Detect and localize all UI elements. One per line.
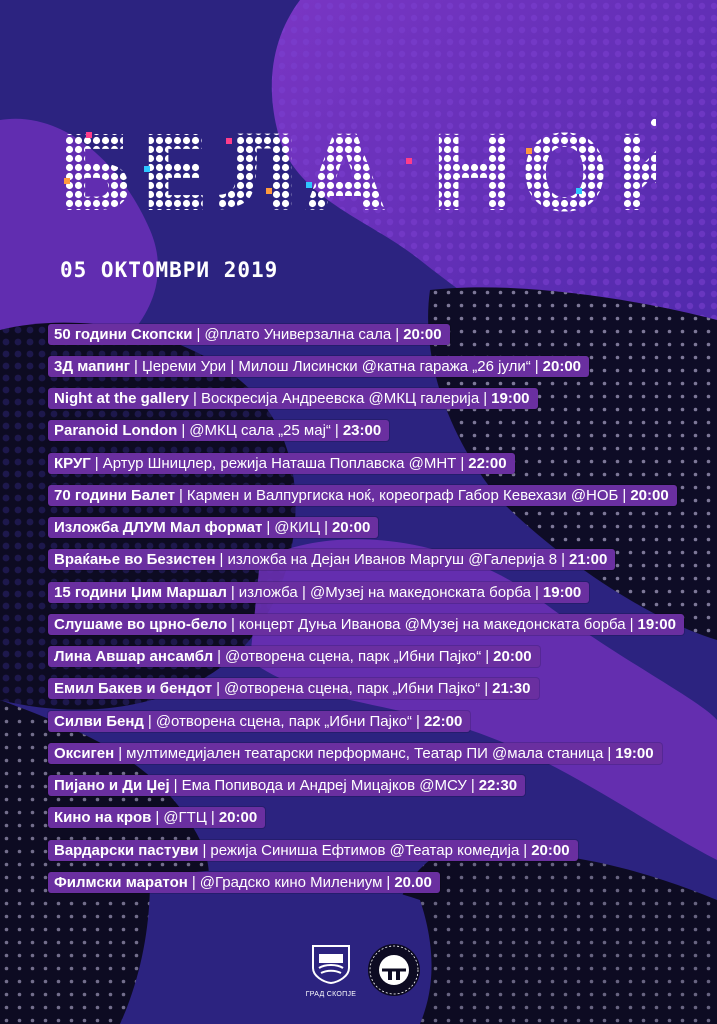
event-name: Филмски маратон [54, 873, 188, 891]
event-name: КРУГ [54, 454, 91, 472]
event-time: 20.00 [394, 873, 432, 891]
event-details: Воскресија Андреевска @МКЦ галерија [200, 390, 480, 408]
event-time: 23:00 [342, 422, 382, 440]
event-details: мултимедијален театарски перформанс, Театар ПИ @мала станица [126, 744, 604, 762]
event-pill [48, 356, 589, 377]
separator: | [460, 454, 465, 472]
event-name: Силви Бенд [54, 712, 144, 730]
event-details: Кармен и Валпургиска ноќ, кореограф Габор Кевехази @НОБ [186, 486, 619, 504]
event-name: Вардарски пастуви [54, 841, 199, 859]
separator: | [147, 712, 152, 730]
separator: | [622, 486, 627, 504]
event-time: 22:00 [468, 454, 507, 472]
event-details: режија Синиша Ефтимов @Театар комедија [210, 841, 520, 859]
event-time: 20:00 [331, 519, 371, 537]
event-title [56, 118, 656, 228]
event-pill [48, 840, 578, 861]
event-name: Кино на кров [54, 809, 152, 827]
separator: | [217, 648, 222, 666]
event-details: @отворена сцена, парк „Ибни Пајко“ [155, 712, 413, 730]
event-details: @плато Универзална сала [204, 325, 392, 343]
separator: | [155, 809, 160, 827]
event-pill [48, 872, 440, 893]
separator: | [266, 519, 271, 537]
event-name: Пијано и Ди Џеј [54, 777, 170, 795]
event-pill [48, 807, 265, 828]
schedule-row [48, 576, 708, 608]
event-pill [48, 743, 662, 764]
event-pill [48, 646, 540, 667]
schedule-row [48, 544, 708, 576]
event-pill [48, 775, 525, 796]
separator: | [470, 777, 475, 795]
event-time: 19:00 [491, 390, 530, 408]
event-pill [48, 420, 389, 441]
event-name: Слушаме во црно-бело [54, 615, 228, 633]
separator: | [483, 390, 488, 408]
event-details: @МКЦ сала „25 мај“ [189, 422, 331, 440]
event-name: 15 години Џим Маршал [54, 583, 227, 601]
event-name: Night at the gallery [54, 390, 190, 408]
schedule-row [48, 641, 708, 673]
event-time: 20:00 [531, 841, 570, 859]
separator: | [216, 680, 220, 698]
separator: | [179, 486, 183, 504]
schedule-row [48, 866, 708, 898]
universal-hall-logo [366, 942, 422, 998]
event-details: концерт Дуња Иванова @Музеј на македонската борба [238, 615, 626, 633]
schedule-row [48, 770, 708, 802]
separator: | [196, 325, 201, 343]
event-time: 21:00 [568, 551, 608, 569]
event-pill [48, 711, 470, 732]
separator: | [191, 873, 196, 891]
separator: | [334, 422, 339, 440]
event-time: 20:00 [403, 325, 442, 343]
separator: | [534, 357, 539, 375]
schedule-row [48, 447, 708, 479]
separator: | [231, 615, 235, 633]
separator: | [181, 422, 186, 440]
event-details: @ГТЦ [163, 809, 207, 827]
event-time: 20:00 [630, 486, 669, 504]
event-details: Џереми Ури | Милош Лисински @катна гаража „26 јули“ [141, 357, 531, 375]
event-details: Ема Попивода и Андреј Мицајков @МСУ [181, 777, 467, 795]
event-details: @отворена сцена, парк „Ибни Пајко“ [224, 680, 481, 698]
separator: | [523, 841, 528, 859]
event-pill [48, 678, 539, 699]
separator: | [134, 357, 138, 375]
event-name: Емил Бакев и бендот [54, 680, 213, 698]
event-time: 20:00 [218, 809, 258, 827]
schedule-row [48, 802, 708, 834]
separator: | [416, 712, 420, 730]
event-details: изложба на Дејан Иванов Маргуш @Галерија 8 [227, 551, 558, 569]
schedule-row [48, 608, 708, 640]
event-name: Лина Авшар ансамбл [54, 648, 214, 666]
event-date: 05 OKTOMBPИ 2019 [60, 258, 279, 282]
schedule-row [48, 383, 708, 415]
universal-hall-logo-icon [366, 942, 422, 998]
event-pill [48, 549, 615, 570]
event-time: 22:00 [423, 712, 463, 730]
separator: | [173, 777, 178, 795]
event-name: Paranoid London [54, 422, 178, 440]
separator: | [219, 551, 224, 569]
event-schedule [48, 318, 708, 899]
separator: | [629, 615, 634, 633]
event-name: Враќање во Безистен [54, 551, 216, 569]
schedule-row [48, 673, 708, 705]
separator: | [202, 841, 207, 859]
city-of-skopje-logo [305, 944, 357, 998]
event-details: @Градско кино Милениум [199, 873, 383, 891]
schedule-row [48, 350, 708, 382]
schedule-row [48, 512, 708, 544]
schedule-row [48, 318, 708, 350]
event-name: 3Д мапинг [54, 357, 131, 375]
schedule-row [48, 705, 708, 737]
event-time: 20:00 [542, 357, 582, 375]
city-of-skopje-caption: ГРАД СКОПЈЕ [305, 991, 357, 998]
schedule-row [48, 415, 708, 447]
separator: | [607, 744, 612, 762]
separator: | [386, 873, 391, 891]
event-time: 19:00 [615, 744, 654, 762]
separator: | [324, 519, 328, 537]
schedule-row [48, 479, 708, 511]
schedule-row [48, 834, 708, 866]
event-name: 50 години Скопски [54, 325, 193, 343]
separator: | [210, 809, 215, 827]
separator: | [485, 648, 490, 666]
separator: | [561, 551, 565, 569]
event-name: Изложба ДЛУМ Мал формат [54, 519, 263, 537]
separator: | [395, 325, 400, 343]
event-details: @отворена сцена, парк „Ибни Пајко“ [225, 648, 482, 666]
event-pill [48, 614, 684, 635]
event-time: 21:30 [492, 680, 531, 698]
event-time: 20:00 [493, 648, 532, 666]
event-name: 70 години Балет [54, 486, 176, 504]
event-pill [48, 485, 677, 506]
city-of-skopje-coat-of-arms-icon [309, 944, 353, 984]
separator: | [535, 583, 539, 601]
event-pill [48, 324, 450, 345]
event-pill [48, 517, 378, 538]
event-pill [48, 582, 589, 603]
separator: | [230, 583, 235, 601]
separator: | [94, 454, 99, 472]
schedule-row [48, 737, 708, 769]
event-name: Оксиген [54, 744, 115, 762]
event-pill [48, 453, 515, 474]
event-pill [48, 388, 538, 409]
separator: | [193, 390, 197, 408]
event-time: 22:30 [478, 777, 518, 795]
event-time: 19:00 [542, 583, 582, 601]
separator: | [484, 680, 489, 698]
event-details: Артур Шницлер, режија Наташа Поплавска @МНТ [102, 454, 457, 472]
separator: | [118, 744, 123, 762]
event-details: изложба | @Музеј на македонската борба [238, 583, 531, 601]
event-time: 19:00 [637, 615, 676, 633]
event-details: @КИЦ [274, 519, 321, 537]
